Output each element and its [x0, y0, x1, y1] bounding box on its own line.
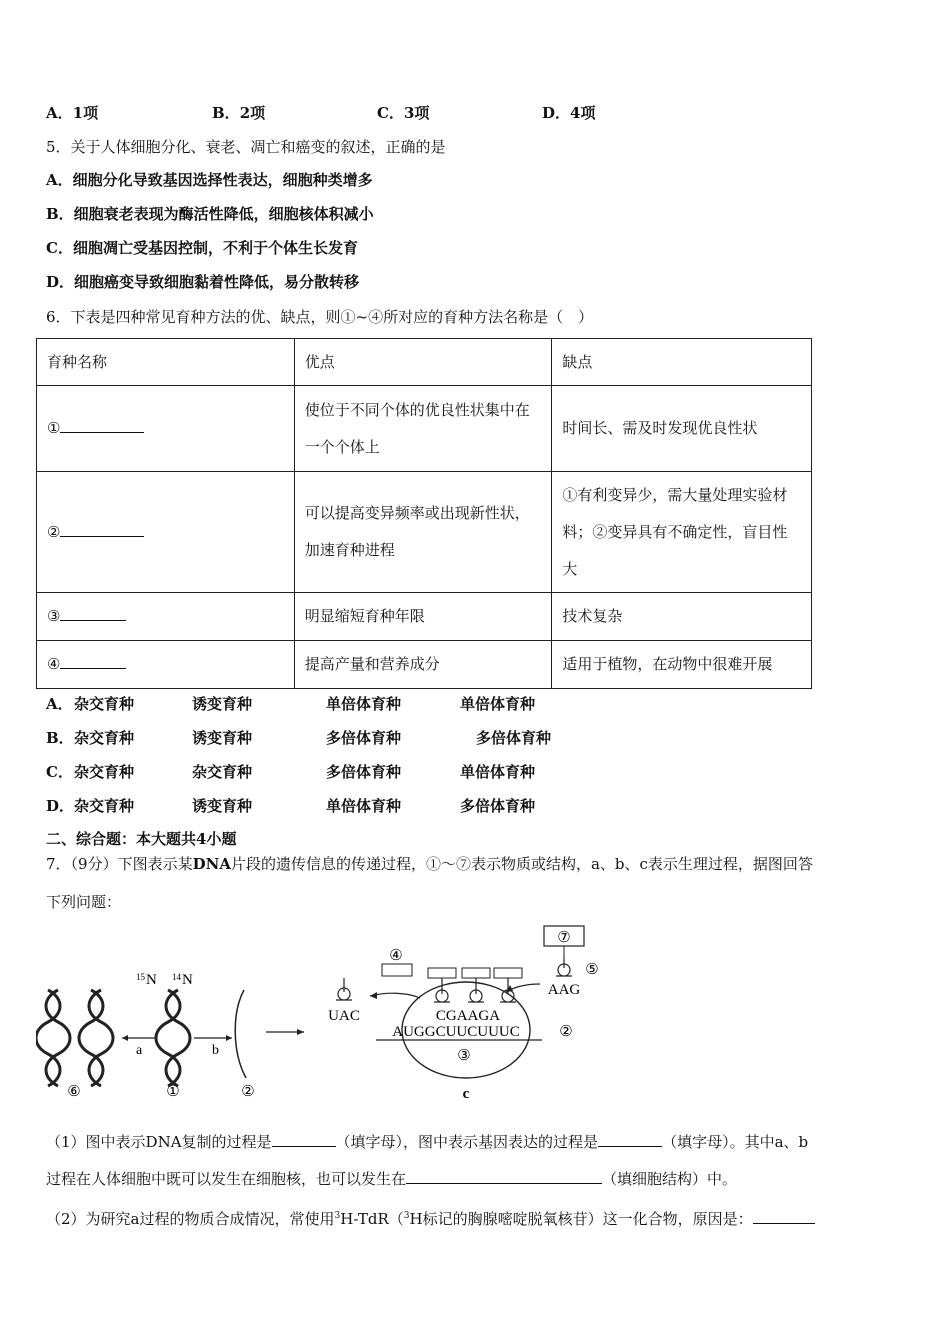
header-name: 育种名称	[37, 339, 295, 386]
answer-blank[interactable]	[598, 1132, 662, 1147]
disadvantage-cell: 时间长、需及时发现优良性状	[552, 386, 812, 472]
label-5: ⑤	[585, 962, 599, 978]
label-6: ⑥	[67, 1084, 81, 1100]
method-name-cell: ④	[37, 641, 295, 689]
label-4: ④	[389, 948, 403, 964]
method-name-cell: ②	[37, 472, 295, 593]
leaving-trna	[336, 978, 352, 1000]
advantage-cell: 可以提高变异频率或出现新性状，加速育种进程	[294, 472, 552, 593]
answer-blank[interactable]	[60, 418, 144, 433]
label-7: ⑦	[557, 930, 571, 946]
q4-option-c[interactable]: C．3项	[377, 104, 430, 122]
n15-label: N	[146, 972, 157, 988]
table-row	[37, 386, 812, 472]
dna-helix-6b	[79, 990, 113, 1086]
q5-option-a[interactable]: A．细胞分化导致基因选择性表达，细胞种类增多	[46, 171, 373, 189]
arrow-trna-leave	[370, 993, 420, 998]
label-a: a	[136, 1043, 143, 1058]
answer-blank[interactable]	[272, 1132, 336, 1147]
q7-sub2: （2）为研究a过程的物质合成情况，常使用$^3$H-TdR（$^3$H标记的胸腺嘧啶脱氧核苷）这一化合物，原因是：	[46, 1198, 908, 1238]
label-2-left: ②	[241, 1084, 255, 1100]
uac-label: UAC	[328, 1008, 360, 1024]
n14-label: N	[182, 972, 193, 988]
q5-stem: 5．关于人体细胞分化、衰老、凋亡和癌变的叙述，正确的是	[46, 138, 446, 156]
answer-blank[interactable]	[60, 654, 126, 669]
label-2-right: ②	[559, 1024, 573, 1040]
mrna-strand	[235, 990, 246, 1078]
disadvantage-cell: 适用于植物，在动物中很难开展	[552, 641, 812, 689]
disadvantage-cell: ①有利变异少，需大量处理实验材料；②变异具有不确定性，盲目性大	[552, 472, 812, 593]
q7-stem-cont: 下列问题：	[46, 893, 122, 911]
amino-acid-box	[428, 968, 456, 978]
q5-option-c[interactable]: C．细胞凋亡受基因控制，不利于个体生长发育	[46, 239, 358, 257]
dna-helix-1	[156, 990, 190, 1086]
answer-blank[interactable]	[60, 606, 126, 621]
trna-on-ribosome	[434, 978, 516, 1002]
method-name-cell: ①	[37, 386, 295, 472]
arrow-b-head	[226, 1035, 232, 1041]
dna-transfer-diagram	[36, 922, 616, 1108]
anticodon-sequence: CGAAGA	[435, 1008, 501, 1024]
disadvantage-cell: 技术复杂	[552, 593, 812, 641]
method-name-cell: ③	[37, 593, 295, 641]
peptide-chain	[382, 964, 412, 976]
label-c: c	[462, 1086, 470, 1102]
answer-blank[interactable]	[60, 522, 144, 537]
aag-label: AAG	[547, 982, 581, 998]
table-row	[37, 472, 812, 593]
q4-option-a[interactable]: A．1项	[46, 104, 99, 122]
label-1: ①	[166, 1084, 180, 1100]
header-advantage: 优点	[294, 339, 552, 386]
label-3: ③	[457, 1048, 471, 1064]
q4-option-b[interactable]: B．2项	[212, 104, 266, 122]
label-b: b	[212, 1043, 219, 1058]
q4-option-d[interactable]: D．4项	[542, 104, 596, 122]
header-disadvantage: 缺点	[552, 339, 812, 386]
advantage-cell: 使位于不同个体的优良性状集中在一个个体上	[294, 386, 552, 472]
advantage-cell: 明显缩短育种年限	[294, 593, 552, 641]
answer-blank[interactable]	[753, 1209, 815, 1224]
arrow-to-translation-head	[297, 1029, 304, 1035]
incoming-trna	[556, 958, 572, 976]
q5-option-b[interactable]: B．细胞衰老表现为酶活性降低，细胞核体积减小	[46, 205, 374, 223]
arrow-a-head	[122, 1035, 128, 1041]
answer-blank[interactable]	[406, 1169, 602, 1184]
amino-acid-box	[494, 968, 522, 978]
q5-option-d[interactable]: D．细胞癌变导致细胞黏着性降低，易分散转移	[46, 273, 360, 291]
table-row	[37, 641, 812, 689]
section-heading: 二、综合题：本大题共4小题	[46, 830, 237, 848]
advantage-cell: 提高产量和营养成分	[294, 641, 552, 689]
arrow-trna-leave-head	[370, 992, 377, 999]
q7-sub1: （1）图中表示DNA复制的过程是 （填字母），图中表示基因表达的过程是 （填字母）。其中a、b 过程在人体细胞中既可以发生在细胞核，也可以发生在 （填细胞结构）中。	[46, 1133, 809, 1188]
table-header-row	[37, 339, 812, 386]
table-row	[37, 593, 812, 641]
n14-superscript: 14	[172, 972, 181, 982]
q6-stem: 6．下表是四种常见育种方法的优、缺点，则①~④所对应的育种方法名称是（ ）	[46, 308, 594, 326]
mrna-sequence: AUGGCUUCUUUC	[392, 1024, 520, 1040]
breeding-table	[36, 338, 812, 689]
amino-acid-box	[462, 968, 490, 978]
q7-stem: 7．（9分）下图表示某DNA片段的遗传信息的传递过程，①～⑦表示物质或结构，a、b、c表示生理过程，据图回答	[46, 855, 813, 873]
n15-superscript: 15	[136, 972, 145, 982]
dna-helix-6a	[36, 990, 70, 1086]
